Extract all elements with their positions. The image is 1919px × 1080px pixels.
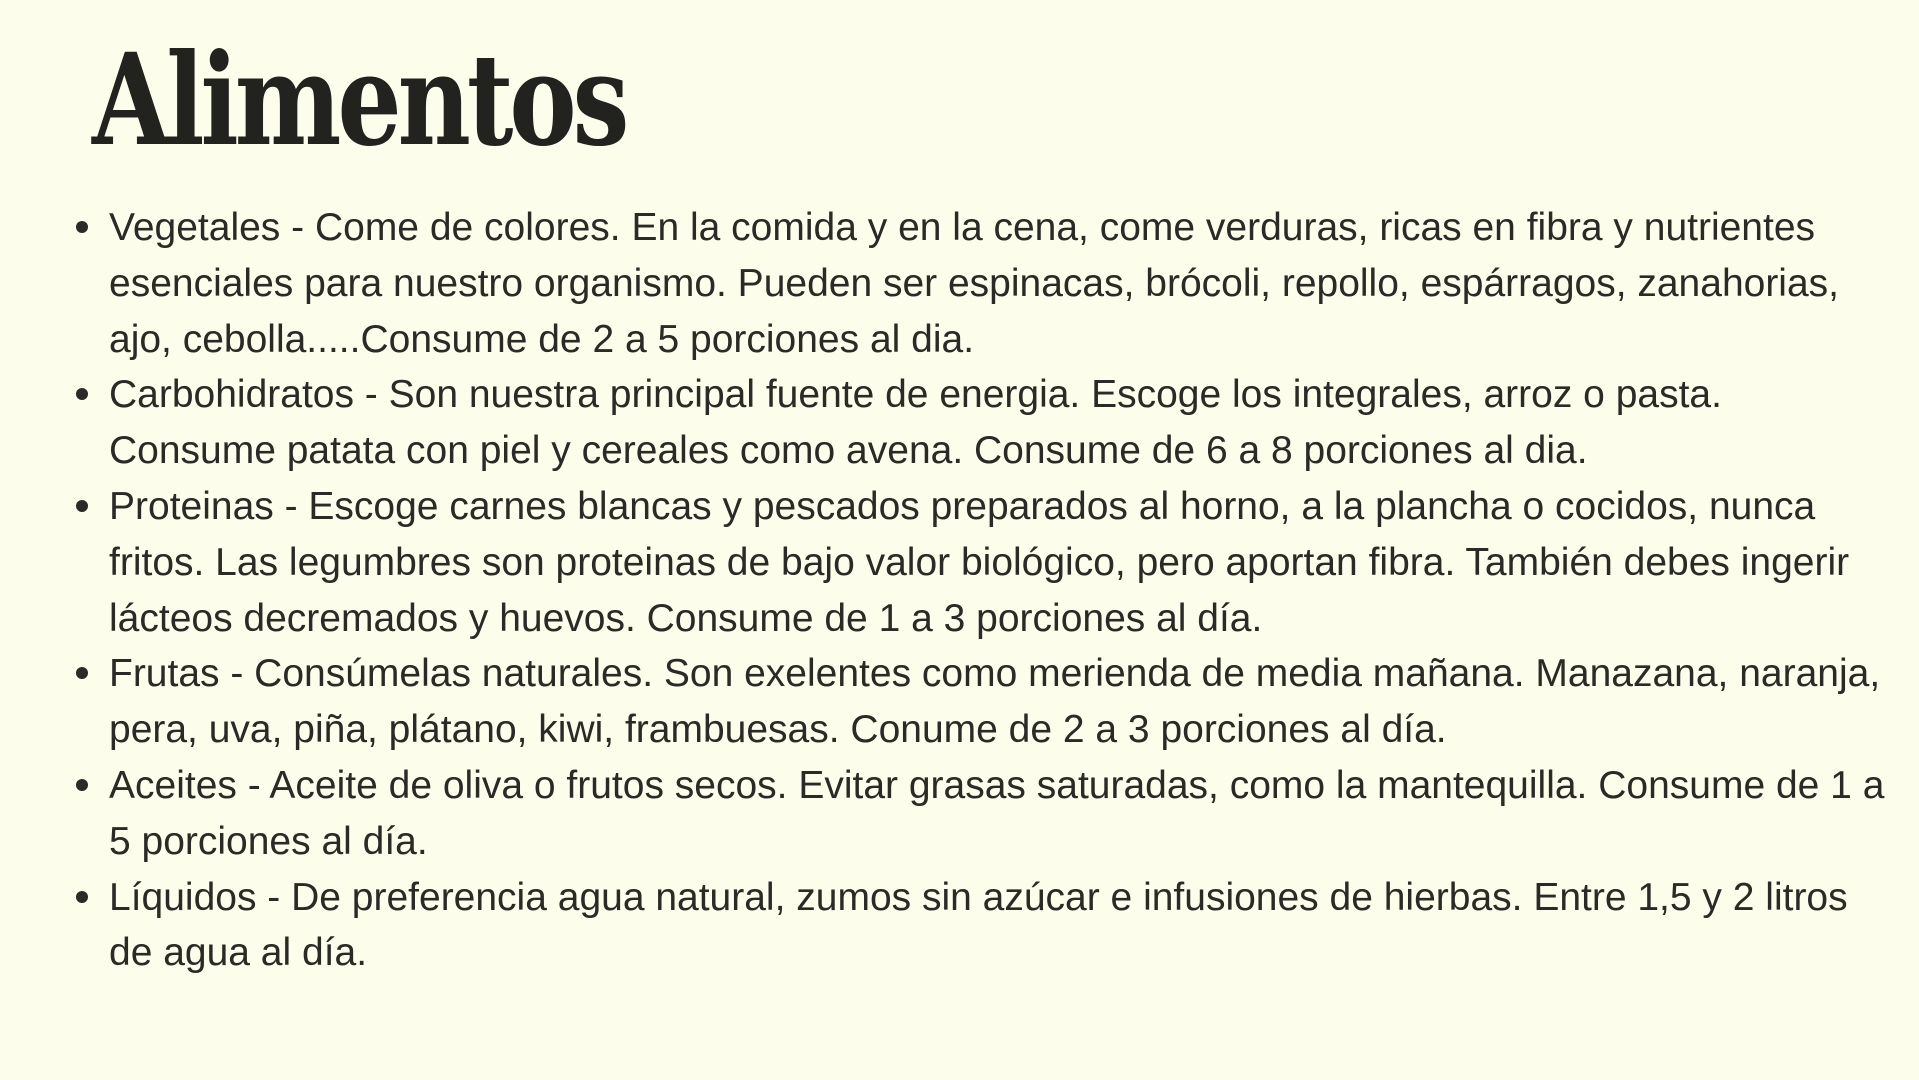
list-item-proteinas [109,479,1899,646]
list-item-frutas [109,646,1899,758]
list-item-text: Aceites - Aceite de oliva o frutos secos. Evitar grasas saturadas, como la mantequilla. Consume de 1 a 5 porciones al día. [109,763,1885,863]
bullet-icon [76,779,88,791]
list-item-text: Frutas - Consúmelas naturales. Son exelentes como merienda de media mañana. Manazana, naranja, pera, uva, piña, plátano, kiwi, frambuesas. Conume de 2 a 3 porciones al día. [109,652,1881,752]
bullet-icon [76,667,88,679]
list-item-vegetales [109,200,1899,367]
list-item-text: Vegetales - Come de colores. En la comida y en la cena, come verduras, ricas en fibra y nutrientes esenciales para nuestro organismo. Pueden ser espinacas, brócoli, repollo, espárragos, zanahorias, ajo, cebolla.....Consume de 2 a 5 porciones al dia. [109,206,1839,361]
list-item-text: Carbohidratos - Son nuestra principal fuente de energia. Escoge los integrales, arroz o pasta. Consume patata con piel y cereales como avena. Consume de 6 a 8 porciones al dia. [109,373,1722,473]
list-item-aceites [109,758,1899,870]
list-item-text: Proteinas - Escoge carnes blancas y pescados preparados al horno, a la plancha o cocidos, nunca fritos. Las legumbres son proteinas de bajo valor biológico, pero aportan fibra. También debes ingerir lácteos decremados y huevos. Consume de 1 a 3 porciones al día. [109,484,1850,640]
bullet-icon [76,221,88,233]
food-list [109,200,1899,981]
list-item-carbohidratos [109,367,1899,479]
bullet-icon [76,891,88,903]
list-item-liquidos [109,870,1899,982]
bullet-icon [76,388,88,400]
bullet-icon [76,500,88,512]
slide-title: Alimentos [92,26,626,174]
list-item-text: Líquidos - De preferencia agua natural, zumos sin azúcar e infusiones de hierbas. Entre 1,5 y 2 litros de agua al día. [109,875,1848,975]
